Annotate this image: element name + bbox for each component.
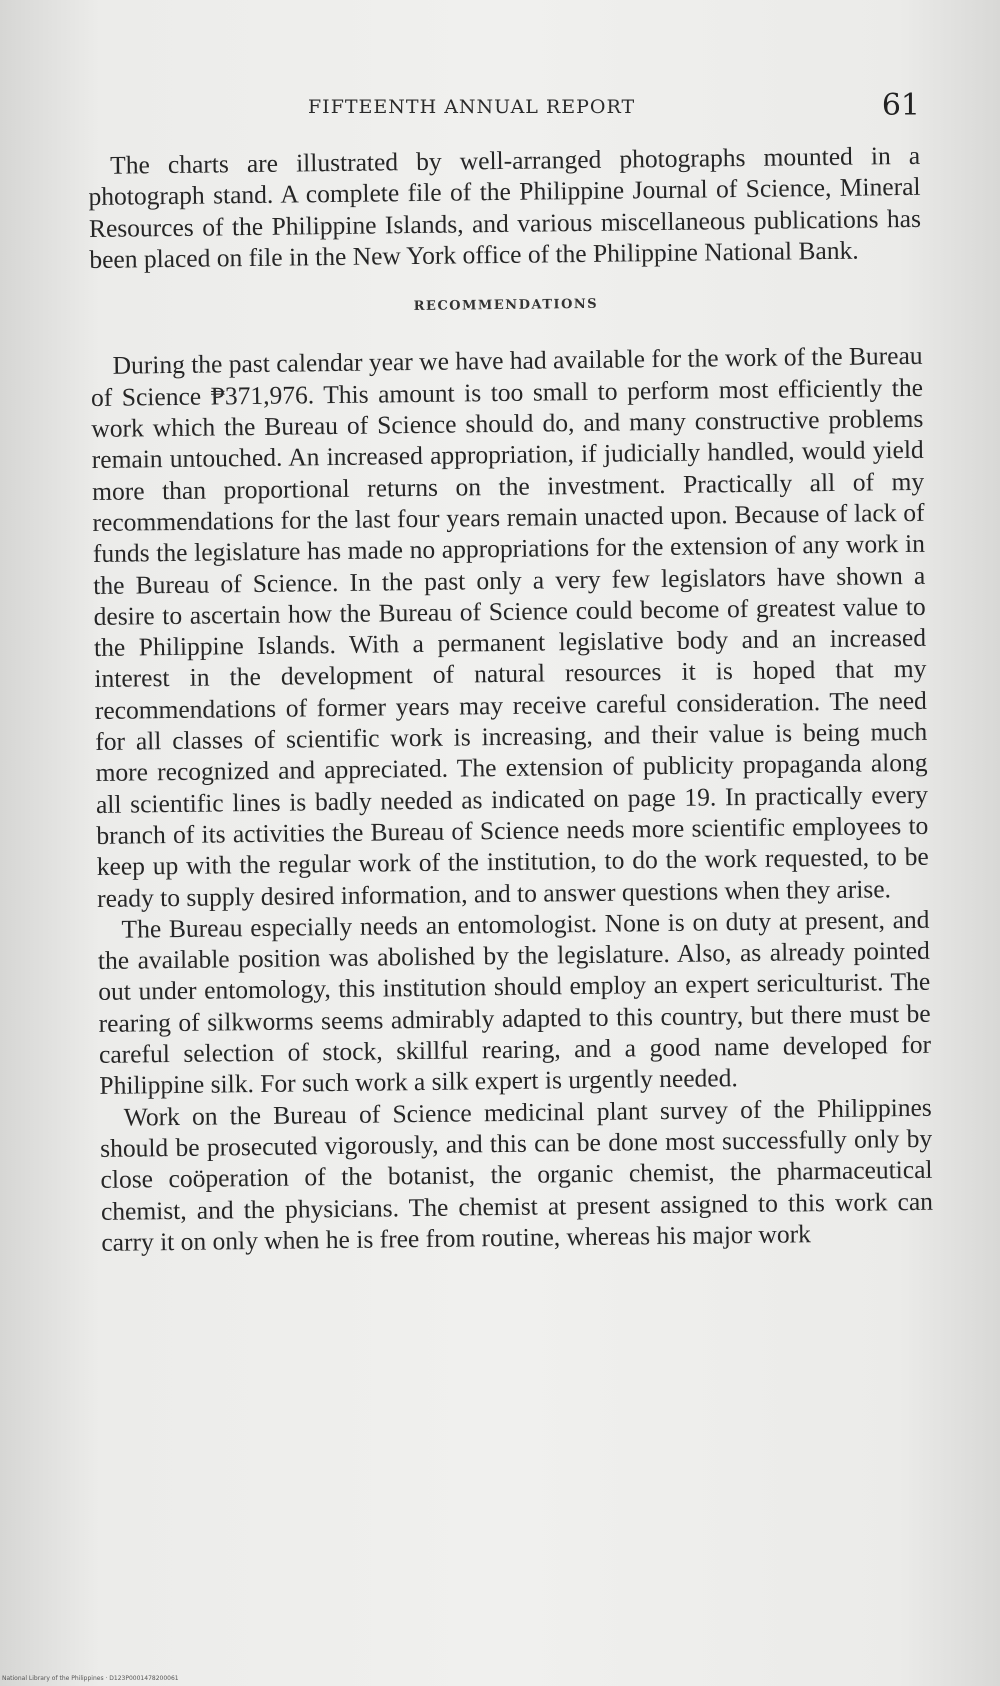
section-heading-recommendations: RECOMMENDATIONS	[413, 296, 599, 315]
page-header	[300, 88, 920, 128]
body-text	[88, 140, 933, 1258]
paragraph-charts: The charts are illustrated by well-arranged photographs mounted in a photograph stand. A complete file of the Philippine Journal of Science, Mineral Resources of the Philippine Islands, and various miscellaneous publications has been placed on file in the New York office of the Philippine National Bank.	[88, 140, 922, 274]
page-number: 61	[881, 88, 920, 123]
running-head: FIFTEENTH ANNUAL REPORT	[308, 96, 636, 118]
paragraph-funding: During the past calendar year we have had available for the work of the Bureau of Science ₱371,976. This amount is too small to perform most efficiently the work which the Bureau of Science should do, and many constructive problems remain untouched. An increased appropriation, if judicially handled, would yield more than proportional returns on the investment. Practically all of my recommendations for the last four years remain unacted upon. Because of lack of funds the legislature has made no appropriations for the extension of any work in the Bureau of Science. In the past only a very few legislators have shown a desire to ascertain how the Bureau of Science could become of greatest value to the Philippine Islands. With a permanent legislative body and an increased interest in the development of natural resources it is hoped that my recommendations of former years may receive careful consideration. The need for all classes of scientific work is increasing, and their value is being much more recognized and appreciated. The extension of publicity propaganda along all scientific lines is badly needed as indicated on page 19. In practically every branch of its activities the Bureau of Science needs more scientific employees to keep up with the regular work of the institution, to do the work requested, to be ready to supply desired information, and to answer questions when they arise.	[90, 341, 929, 913]
paragraph-entomologist: The Bureau especially needs an entomologist. None is on duty at present, and the available position was abolished by the legislature. Also, as already pointed out under entomology, this institution should employ an expert sericulturist. The rearing of silkworms seems admirably adapted to this country, but there must be careful selection of stock, skillful rearing, and a good name developed for Philippine silk. For such work a silk expert is urgently needed.	[97, 904, 932, 1101]
paragraph-medicinal-survey: Work on the Bureau of Science medicinal plant survey of the Philippines should be prosecuted vigorously, and this can be done most successfully only by close coöperation of the botanist, the organic chemist, the pharmaceutical chemist, and the physicians. The chemist at present assigned to this work can carry it on only when he is free from routine, whereas his major work	[100, 1092, 934, 1257]
scan-credit: National Library of the Philippines · D123P0001478200061	[2, 1675, 179, 1682]
